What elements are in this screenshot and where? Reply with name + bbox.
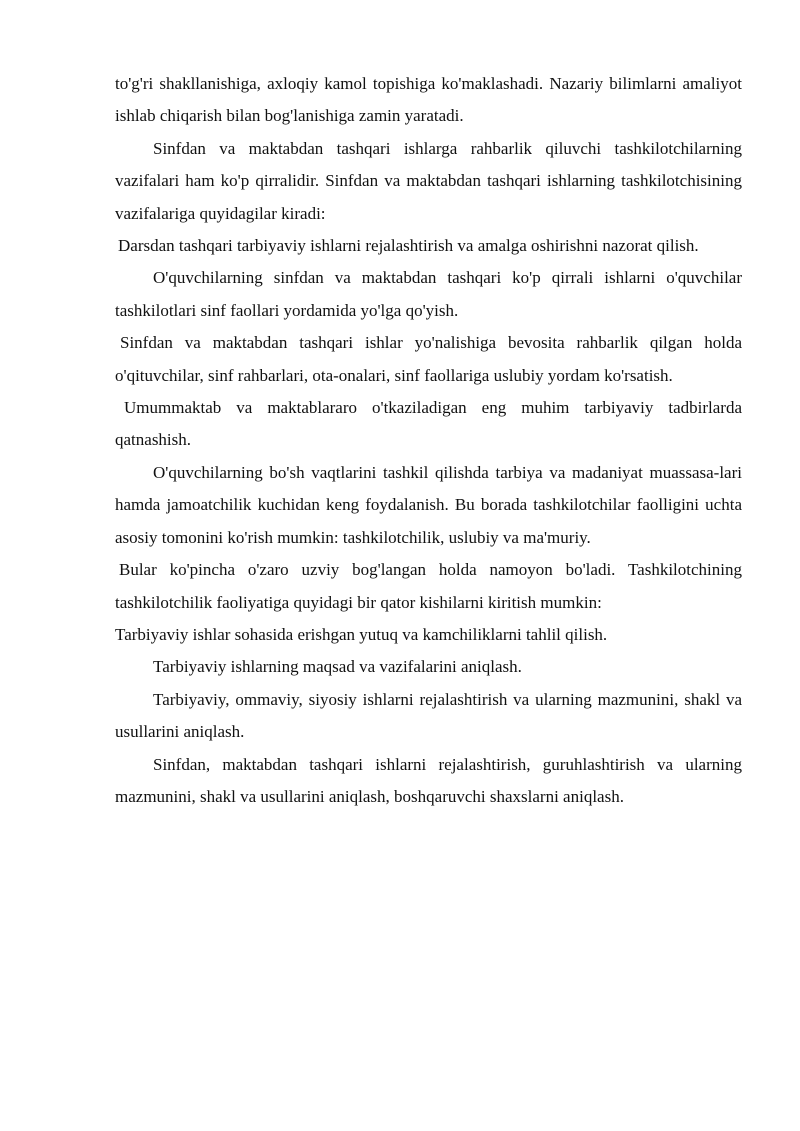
- paragraph-6: Umummaktab va maktablararo o'tkaziladigan eng muhim tarbiyaviy tadbirlarda qatnashish.: [115, 398, 742, 450]
- paragraph-12: Sinfdan, maktabdan tashqari ishlarni rejalashtirish, guruhlashtirish va ularning mazmunini, shakl va usullarini aniqlash, boshqaruvchi shaxslarni aniqlash.: [115, 754, 742, 806]
- paragraph-11: Tarbiyaviy, ommaviy, siyosiy ishlarni rejalashtirish va ularning mazmunini, shakl va usullarini aniqlash.: [115, 689, 742, 742]
- paragraph-9: Tarbiyaviy ishlar sohasida erishgan yutuq va kamchiliklarni tahlil qilish.: [115, 624, 608, 644]
- paragraph-7: O'quvchilarning bo'sh vaqtlarini tashkil qilishda tarbiya va madaniyat muassasa-lari hamda jamoatchilik kuchidan keng foydalanish. Bu borada tashkilotchilar faolligini uchta asosiy tomonini ko'rish mumkin: tashkilotchilik, uslubiy va ma'muriy.: [115, 462, 742, 547]
- document-body: [115, 68, 742, 813]
- paragraph-1: to'g'ri shakllanishiga, axloqiy kamol topishiga ko'maklashadi. Nazariy bilimlarni amaliyot ishlab chiqarish bilan bog'lanishiga zamin yaratadi.: [115, 74, 742, 126]
- paragraph-10: Tarbiyaviy ishlarning maqsad va vazifalarini aniqlash.: [153, 657, 522, 677]
- paragraph-5: Sinfdan va maktabdan tashqari ishlar yo'nalishiga bevosita rahbarlik qilgan holda o'qituvchilar, sinf rahbarlari, ota-onalari, sinf faollariga uslubiy yordam ko'rsatish.: [115, 333, 742, 385]
- paragraph-8: Bular ko'pincha o'zaro uzviy bog'langan holda namoyon bo'ladi. Tashkilotchining tashkilotchilik faoliyatiga quyidagi bir qator kishilarni kiritish mumkin:: [115, 560, 742, 612]
- paragraph-2: Sinfdan va maktabdan tashqari ishlarga rahbarlik qiluvchi tashkilotchilarning vazifalari ham ko'p qirralidir. Sinfdan va maktabdan tashqari ishlarning tashkilotchisining vazifalariga quyidagilar kiradi:: [115, 138, 742, 223]
- paragraph-3: Darsdan tashqari tarbiyaviy ishlarni rejalashtirish va amalga oshirishni nazorat qilish.: [118, 236, 699, 256]
- paragraph-4: O'quvchilarning sinfdan va maktabdan tashqari ko'p qirrali ishlarni o'quvchilar tashkilotlari sinf faollari yordamida yo'lga qo'yish.: [115, 268, 742, 320]
